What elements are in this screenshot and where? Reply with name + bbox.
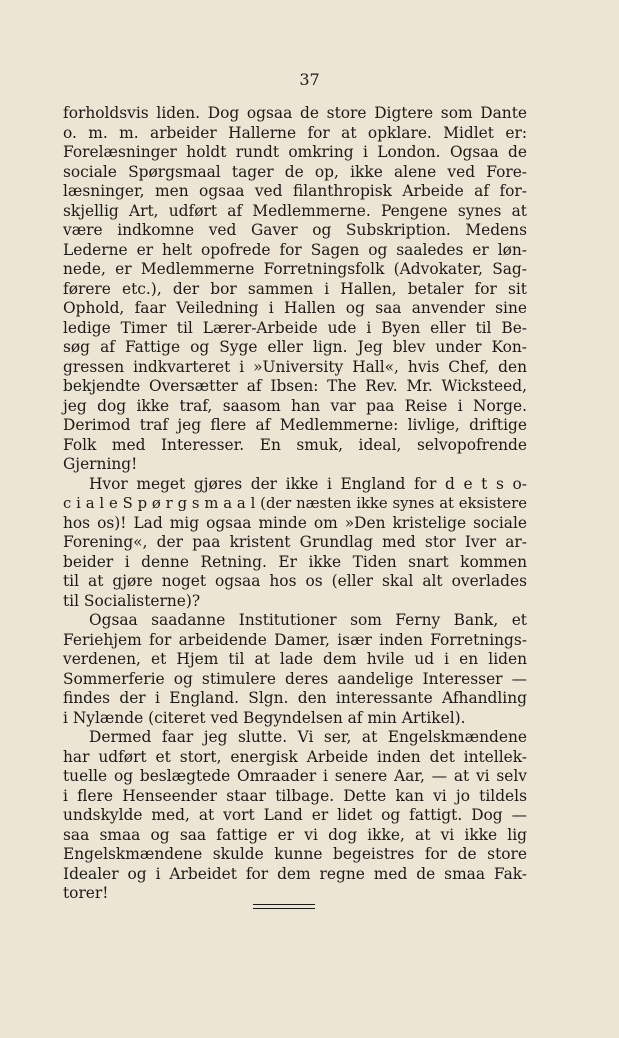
- text-line: til at gjøre noget ogsaa hos os (eller skal alt overlades: [63, 572, 527, 590]
- end-rule-bottom: [253, 908, 315, 909]
- body-text: [63, 104, 527, 904]
- text-line: torer!: [63, 884, 109, 902]
- text-line: Forelæsninger holdt rundt omkring i London. Ogsaa de: [63, 143, 527, 161]
- text-line: forholdsvis liden. Dog ogsaa de store Digtere som Dante: [63, 104, 527, 122]
- text-line: Ophold, faar Veiledning i Hallen og saa anvender sine: [63, 299, 527, 317]
- text-line: jeg dog ikke traf, saasom han var paa Reise i Norge.: [63, 396, 527, 415]
- text-line: Engelskmændene skulde kunne begeistres for de store: [63, 845, 527, 863]
- text-line: har udført et stort, energisk Arbeide inden det intellek-: [63, 747, 527, 766]
- text-line: saa smaa og saa fattige er vi dog ikke, at vi ikke lig: [63, 825, 527, 844]
- text-line: være indkomne ved Gaver og Subskription. Medens: [63, 221, 527, 239]
- text-line: Hvor meget gjøres der ikke i England for d e t s o-: [89, 474, 527, 493]
- text-line: hos os)! Lad mig ogsaa minde om »Den kristelige sociale: [63, 513, 527, 532]
- text-line: undskylde med, at vort Land er lidet og fattigt. Dog —: [63, 806, 527, 824]
- text-line: Derimod traf jeg flere af Medlemmerne: livlige, driftige: [63, 416, 527, 434]
- text-line: Idealer og i Arbeidet for dem regne med de smaa Fak-: [63, 864, 527, 883]
- page-number: 37: [299, 70, 320, 89]
- text-line: beider i denne Retning. Er ikke Tiden snart kommen: [63, 552, 527, 571]
- text-line: til Socialisterne)?: [63, 591, 201, 610]
- text-line: Ogsaa saadanne Institutioner som Ferny Bank, et: [89, 611, 527, 629]
- text-line: nede, er Medlemmerne Forretningsfolk (Advokater, Sag-: [63, 260, 527, 278]
- text-line: i flere Henseender staar tilbage. Dette kan vi jo tildels: [63, 786, 527, 805]
- text-line: findes der i England. Slgn. den interessante Afhandling: [63, 689, 527, 707]
- text-line: førere etc.), der bor sammen i Hallen, betaler for sit: [63, 279, 527, 298]
- text-line: Folk med Interesser. En smuk, ideal, selvopofrende: [63, 435, 527, 454]
- text-line: Gjerning!: [63, 455, 138, 473]
- text-line: Feriehjem for arbeidende Damer, især inden Forretnings-: [63, 630, 527, 649]
- text-line: Forening«, der paa kristent Grundlag med stor Iver ar-: [63, 533, 527, 551]
- text-line: ledige Timer til Lærer-Arbeide ude i Byen eller til Be-: [63, 318, 527, 337]
- text-line: verdenen, et Hjem til at lade dem hvile ud i en liden: [63, 650, 527, 668]
- text-line: Sommerferie og stimulere deres aandelige Interesser —: [63, 669, 527, 688]
- end-rule-top: [253, 904, 315, 905]
- text-line: c i a l e S p ø r g s m a a l (der næsten ikke synes at eksistere: [63, 495, 527, 512]
- text-line: i Nylænde (citeret ved Begyndelsen af min Artikel).: [63, 708, 466, 727]
- text-line: skjellig Art, udført af Medlemmerne. Pengene synes at: [63, 201, 527, 220]
- text-line: gressen indkvarteret i »University Hall«, hvis Chef, den: [63, 357, 527, 376]
- text-line: søg af Fattige og Syge eller lign. Jeg blev under Kon-: [63, 338, 527, 356]
- text-line: o. m. m. arbeider Hallerne for at opklare. Midlet er:: [63, 123, 527, 142]
- text-line: sociale Spørgsmaal tager de op, ikke alene ved Fore-: [63, 162, 527, 181]
- text-line: Lederne er helt opofrede for Sagen og saaledes er løn-: [63, 240, 527, 259]
- text-line: Dermed faar jeg slutte. Vi ser, at Engelskmændene: [89, 728, 527, 746]
- text-line: tuelle og beslægtede Omraader i senere Aar, — at vi selv: [63, 767, 527, 785]
- text-line: læsninger, men ogsaa ved filanthropisk Arbeide af for-: [63, 182, 527, 200]
- text-line: bekjendte Oversætter af Ibsen: The Rev. Mr. Wicksteed,: [63, 377, 527, 395]
